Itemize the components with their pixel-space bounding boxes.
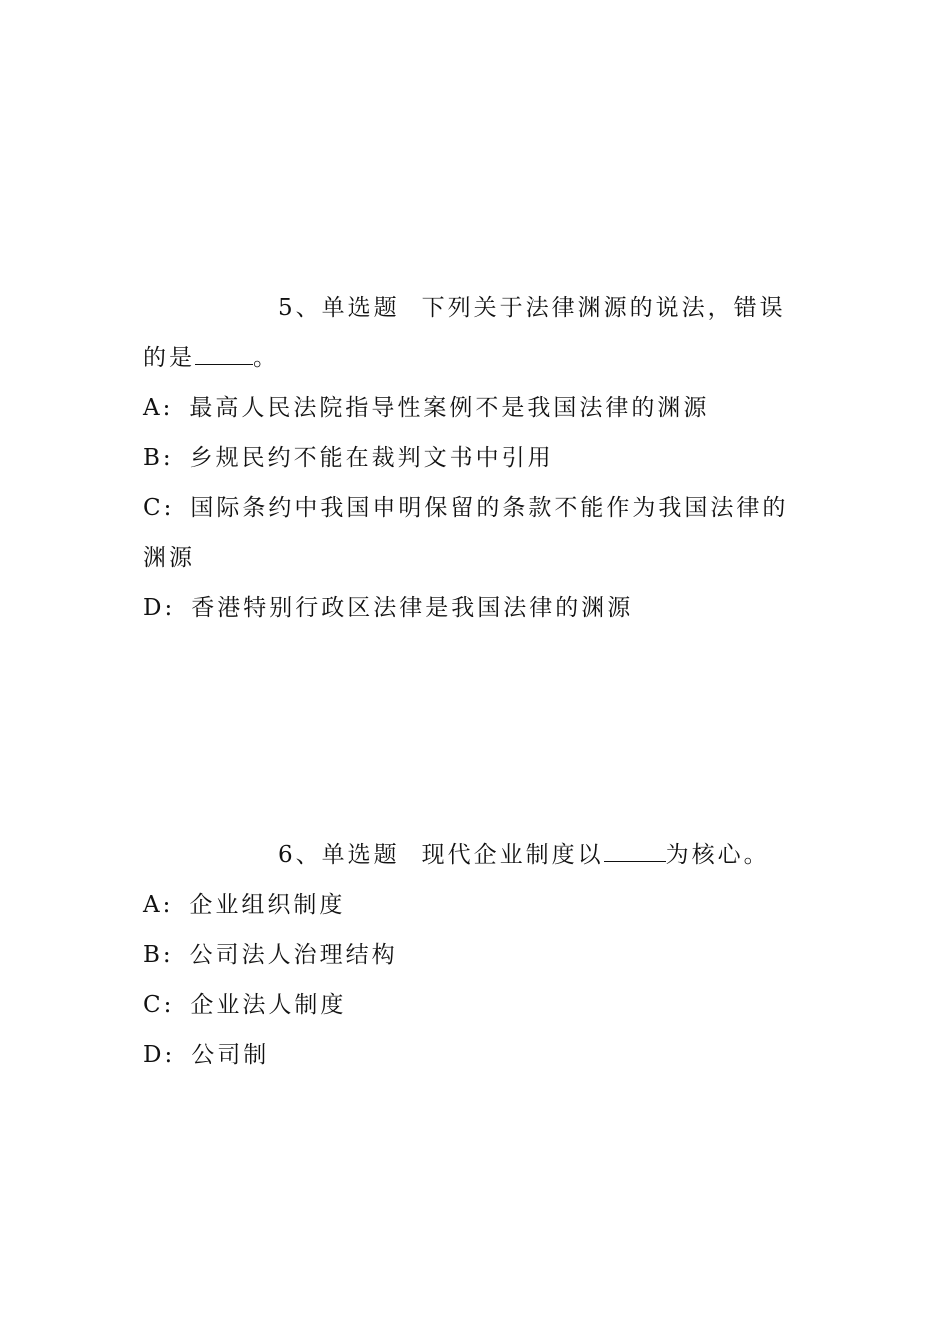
option-text: 乡规民约不能在裁判文书中引用 bbox=[189, 445, 554, 471]
question-5 bbox=[143, 283, 808, 633]
option-letter: D: bbox=[143, 1042, 176, 1068]
question-6 bbox=[143, 830, 808, 1080]
question-stem bbox=[143, 283, 808, 383]
option-c bbox=[143, 483, 808, 583]
option-letter: D: bbox=[143, 595, 176, 621]
option-text: 最高人民法院指导性案例不是我国法律的渊源 bbox=[189, 395, 710, 421]
option-text: 公司法人治理结构 bbox=[189, 942, 398, 968]
option-d bbox=[143, 1030, 808, 1080]
option-letter: A: bbox=[143, 395, 174, 421]
question-stem bbox=[143, 830, 808, 880]
question-text-end: 为核心。 bbox=[665, 842, 770, 868]
option-letter: A: bbox=[143, 892, 174, 918]
option-b bbox=[143, 433, 808, 483]
option-a bbox=[143, 880, 808, 930]
answer-blank bbox=[604, 841, 666, 862]
option-letter: B: bbox=[143, 942, 174, 968]
option-d bbox=[143, 583, 808, 633]
option-text: 国际条约中我国申明保留的条款不能作为我国法律的渊源 bbox=[143, 495, 789, 571]
option-letter: C: bbox=[143, 495, 175, 521]
answer-blank bbox=[195, 344, 253, 365]
option-text: 香港特别行政区法律是我国法律的渊源 bbox=[191, 595, 634, 621]
question-text-end: 。 bbox=[253, 345, 279, 371]
option-c bbox=[143, 980, 808, 1030]
option-letter: B: bbox=[143, 445, 174, 471]
question-number-label: 5、单选题 bbox=[278, 295, 400, 321]
question-number-label: 6、单选题 bbox=[278, 842, 400, 868]
option-b bbox=[143, 930, 808, 980]
option-text: 企业组织制度 bbox=[189, 892, 346, 918]
question-text: 下列关于法律渊源的说法，错误的是 bbox=[143, 295, 786, 371]
option-text: 企业法人制度 bbox=[190, 992, 347, 1018]
option-a bbox=[143, 383, 808, 433]
question-text: 现代企业制度以 bbox=[421, 842, 604, 868]
option-letter: C: bbox=[143, 992, 175, 1018]
option-text: 公司制 bbox=[191, 1042, 270, 1068]
